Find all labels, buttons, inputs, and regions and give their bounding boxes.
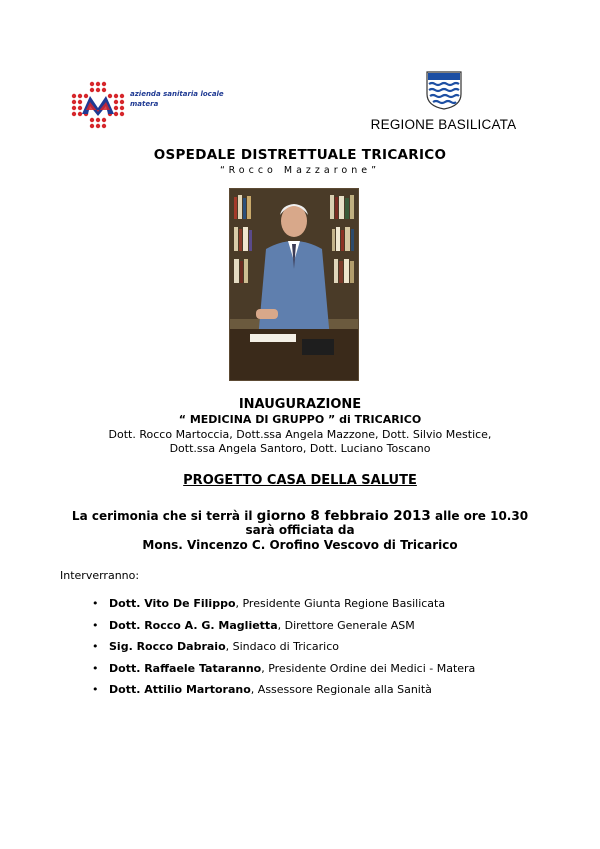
list-item <box>92 683 475 705</box>
bullet-icon: • <box>92 597 99 610</box>
portrait-photo <box>229 188 359 381</box>
hospital-title: OSPEDALE DISTRETTUALE TRICARICO <box>153 147 447 163</box>
ceremony-line-1 <box>0 508 600 524</box>
ceremony-date: giorno 8 febbraio 2013 <box>256 508 431 524</box>
bullet-icon: • <box>92 661 99 675</box>
bullet-icon: • <box>92 618 99 632</box>
doctors-line-2: Dott.ssa Angela Santoro, Dott. Luciano Toscano <box>169 442 431 455</box>
speakers-list <box>92 597 475 705</box>
speaker-name: Sig. Rocco Dabraio <box>109 640 226 653</box>
asl-logo-text <box>130 89 224 109</box>
speaker-role: , Direttore Generale ASM <box>277 618 415 632</box>
speakers-intro: Interverranno: <box>60 569 140 582</box>
ceremony-officiant: Mons. Vincenzo C. Orofino Vescovo di Tricarico <box>142 538 458 552</box>
doctors-line-1: Dott. Rocco Martoccia, Dott.ssa Angela Mazzone, Dott. Silvio Mestice, <box>108 428 492 441</box>
speaker-role: , Sindaco di Tricarico <box>225 640 340 653</box>
bullet-icon: • <box>92 683 99 696</box>
speaker-role: , Presidente Ordine dei Medici - Matera <box>261 661 476 675</box>
list-item <box>92 662 475 684</box>
speaker-role: , Presidente Giunta Regione Basilicata <box>235 597 446 610</box>
asl-logo-text-line2: matera <box>130 100 159 108</box>
inauguration-title: INAUGURAZIONE <box>238 397 362 412</box>
list-item <box>92 597 475 619</box>
speaker-name: Dott. Attilio Martorano <box>109 683 251 696</box>
speaker-name: Dott. Raffaele Tataranno <box>109 661 262 675</box>
bullet-icon: • <box>92 640 99 653</box>
region-name: REGIONE BASILICATA <box>370 117 517 132</box>
speaker-name: Dott. Rocco A. G. Maglietta <box>109 618 278 632</box>
speaker-name: Dott. Vito De Filippo <box>109 597 236 610</box>
speaker-role: , Assessore Regionale alla Sanità <box>250 683 432 696</box>
ceremony-time: alle ore 10.30 <box>430 509 529 523</box>
inauguration-subtitle: “ MEDICINA DI GRUPPO ” di TRICARICO <box>178 413 422 426</box>
ceremony-line-2: sarà officiata da <box>245 523 355 537</box>
project-title: PROGETTO CASA DELLA SALUTE <box>183 473 417 488</box>
regione-basilicata-crest-icon <box>425 70 463 110</box>
asl-logo-text-line1: azienda sanitaria locale <box>130 90 224 98</box>
hospital-subtitle: “Rocco Mazzarone” <box>219 165 380 176</box>
list-item <box>92 619 475 641</box>
ceremony-line-1a: La cerimonia che si terrà il <box>71 509 257 523</box>
list-item <box>92 640 475 662</box>
